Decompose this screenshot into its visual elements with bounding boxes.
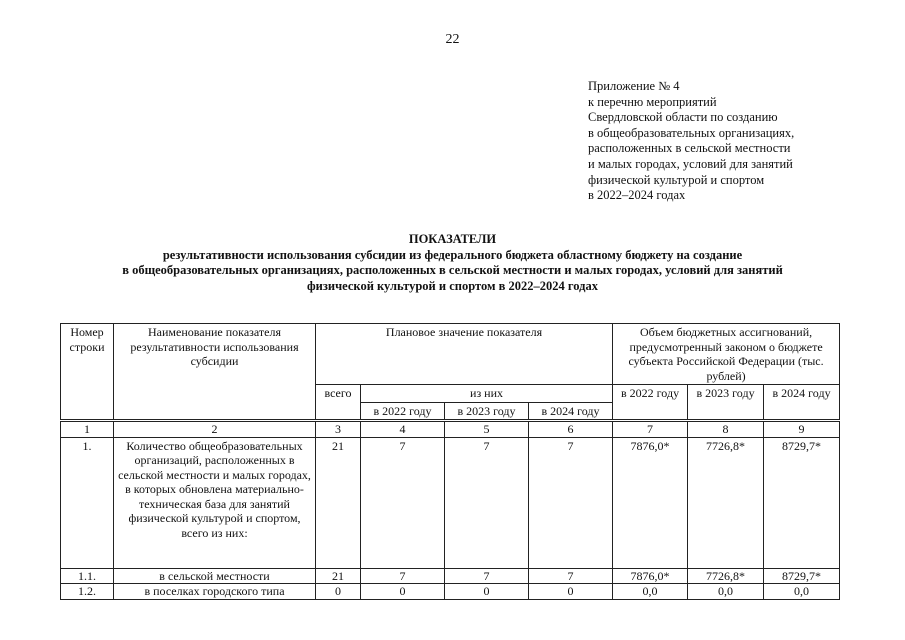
row-budget-2024: 0,0 — [764, 584, 840, 600]
row-indicator-name: в сельской местности — [114, 568, 316, 584]
table-row — [61, 568, 840, 584]
column-number: 3 — [316, 421, 361, 438]
column-number: 4 — [361, 421, 445, 438]
header-plan-2022: в 2022 году — [361, 402, 445, 421]
row-plan-2022: 7 — [361, 568, 445, 584]
row-plan-2024: 0 — [529, 584, 613, 600]
heading-line: в общеобразовательных организациях, расположенных в сельской местности и малых городах, условий для занятий — [122, 263, 783, 278]
table-row — [61, 584, 840, 600]
row-plan-2024: 7 — [529, 568, 613, 584]
header-budget-2023: в 2023 году — [688, 385, 764, 421]
row-plan-2023: 7 — [445, 568, 529, 584]
table-header-row — [61, 324, 840, 385]
row-budget-2023: 0,0 — [688, 584, 764, 600]
header-plan-2023: в 2023 году — [445, 402, 529, 421]
row-budget-2022: 7876,0* — [613, 568, 688, 584]
row-budget-2022: 0,0 — [613, 584, 688, 600]
heading-line: результативности использования субсидии из федерального бюджета областному бюджету на создание — [162, 247, 743, 262]
header-indicator-name: Наименование показателя результативности использования субсидии — [114, 324, 316, 421]
header-budget-2022: в 2022 году — [613, 385, 688, 421]
appendix-line: Свердловской области по созданию — [588, 110, 778, 125]
heading-title: ПОКАЗАТЕЛИ — [408, 232, 497, 246]
header-of-which: из них — [361, 385, 613, 403]
header-row-number: Номер строки — [61, 324, 114, 421]
row-plan-2023: 7 — [445, 437, 529, 568]
column-number: 7 — [613, 421, 688, 438]
row-number: 1.1. — [61, 568, 114, 584]
row-number: 1.2. — [61, 584, 114, 600]
header-total: всего — [316, 385, 361, 421]
header-planned-value: Плановое значение показателя — [316, 324, 613, 385]
row-plan-2023: 0 — [445, 584, 529, 600]
appendix-line: Приложение № 4 — [588, 79, 680, 93]
appendix-line: физической культурой и спортом — [588, 172, 765, 187]
appendix-line: в общеобразовательных организациях, — [588, 125, 795, 140]
row-total: 21 — [316, 437, 361, 568]
row-plan-2022: 7 — [361, 437, 445, 568]
table-row — [61, 437, 840, 568]
row-budget-2023: 7726,8* — [688, 437, 764, 568]
column-number: 1 — [61, 421, 114, 438]
column-number: 2 — [114, 421, 316, 438]
row-indicator-name: Количество общеобразовательных организаций, расположенных в сельской местности и малых городах, в которых обновлена материально-техническая база для занятий физической культурой и спортом, всего из них: — [114, 437, 316, 568]
row-plan-2024: 7 — [529, 437, 613, 568]
row-budget-2024: 8729,7* — [764, 437, 840, 568]
appendix-line: расположенных в сельской местности — [588, 141, 791, 156]
column-number: 8 — [688, 421, 764, 438]
header-budget-allocation: Объем бюджетных ассигнований, предусмотренный законом о бюджете субъекта Российской Федерации (тыс. рублей) — [613, 324, 840, 385]
row-number: 1. — [61, 437, 114, 568]
column-number: 6 — [529, 421, 613, 438]
document-heading — [0, 232, 905, 294]
appendix-line: в 2022–2024 годах — [588, 188, 686, 203]
column-numbers-row — [61, 421, 840, 438]
heading-line: физической культурой и спортом в 2022–2024 годах — [307, 278, 598, 293]
row-plan-2022: 0 — [361, 584, 445, 600]
row-total: 21 — [316, 568, 361, 584]
row-indicator-name: в поселках городского типа — [114, 584, 316, 600]
appendix-note — [588, 79, 794, 204]
appendix-line: к перечню мероприятий — [588, 94, 717, 109]
page-number: 22 — [445, 32, 460, 47]
appendix-line: и малых городах, условий для занятий — [588, 156, 793, 171]
header-plan-2024: в 2024 году — [529, 402, 613, 421]
row-budget-2024: 8729,7* — [764, 568, 840, 584]
row-budget-2022: 7876,0* — [613, 437, 688, 568]
header-budget-2024: в 2024 году — [764, 385, 840, 421]
row-budget-2023: 7726,8* — [688, 568, 764, 584]
indicators-table — [60, 323, 840, 600]
column-number: 5 — [445, 421, 529, 438]
row-total: 0 — [316, 584, 361, 600]
column-number: 9 — [764, 421, 840, 438]
